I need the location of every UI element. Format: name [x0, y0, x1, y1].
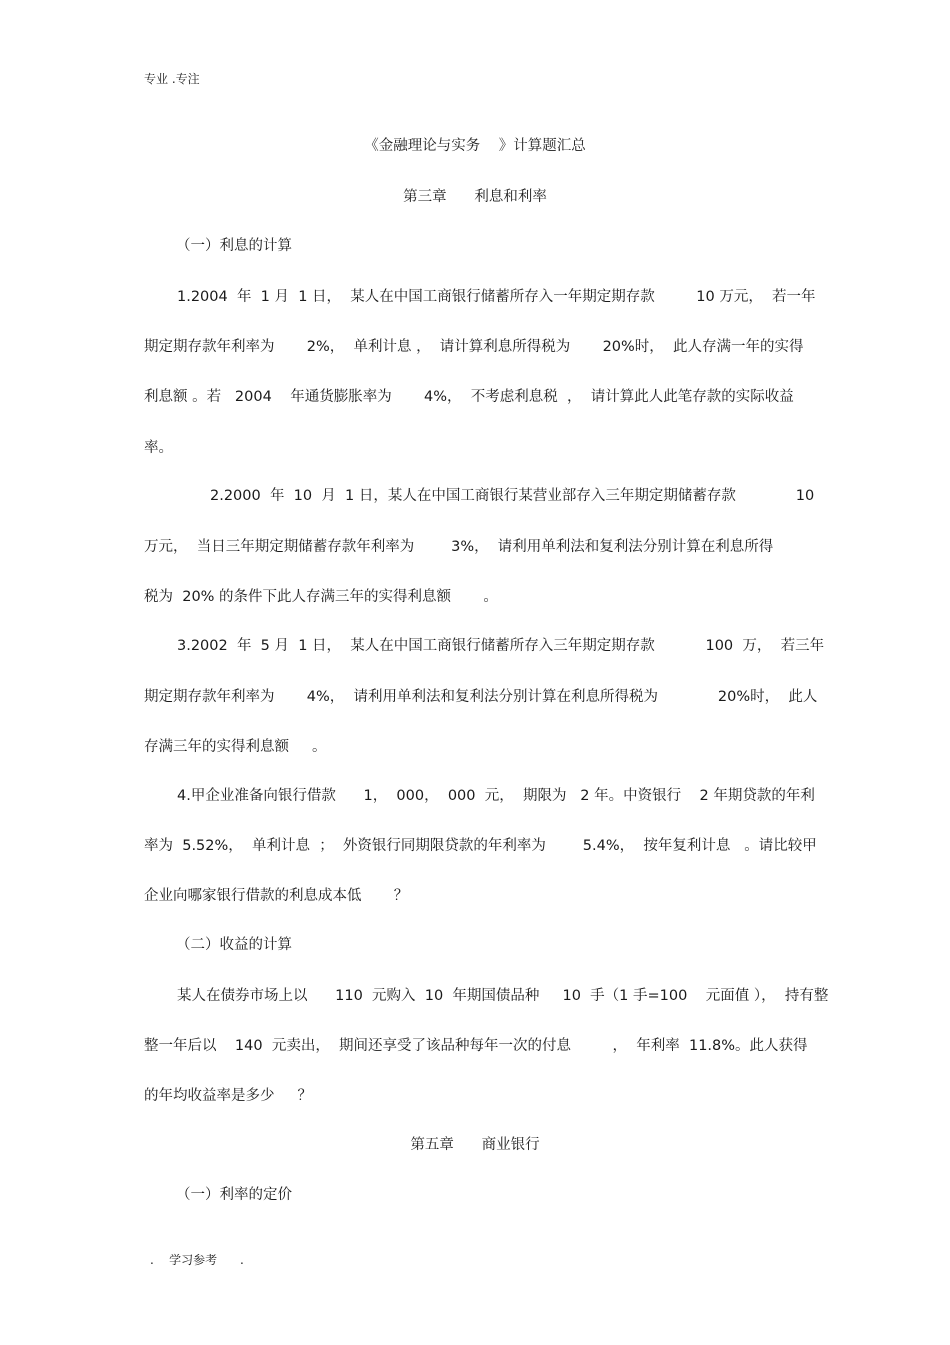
chapter3-heading: 第三章 利息和利率	[403, 189, 547, 205]
q4-line: 4.甲企业准备向银行借款 1， 000， 000 元， 期限为 2 年。中资银行 2 年期贷款的年利	[177, 788, 815, 804]
q2-line: 税为 20% 的条件下此人存满三年的实得利息额 。	[144, 589, 498, 605]
q3-line: 3.2002 年 5 月 1 日， 某人在中国工商银行储蓄所存入三年期定期存款 100 万， 若三年	[177, 638, 825, 654]
page-footer: . 学习参考 .	[150, 1253, 244, 1267]
q3-line: 期定期存款年利率为 4%， 请利用单利法和复利法分别计算在利息所得税为 20%时， 此人	[144, 689, 818, 705]
q3-line: 存满三年的实得利息额 。	[144, 739, 327, 755]
q2-line: 2.2000 年 10 月 1 日，某人在中国工商银行某营业部存入三年期定期储蓄存款 10	[210, 488, 815, 504]
document-title: 《金融理论与实务 》计算题汇总	[364, 138, 586, 154]
section-yield-calc: （二）收益的计算	[176, 937, 292, 953]
q2-line: 万元， 当日三年期定期储蓄存款年利率为 3%， 请利用单利法和复利法分别计算在利息所得	[144, 539, 774, 555]
q1-line: 率。	[144, 440, 173, 456]
chapter5-heading: 第五章 商业银行	[410, 1137, 540, 1153]
q5-line: 的年均收益率是多少 ？	[144, 1088, 313, 1104]
q5-line: 某人在债券市场上以 110 元购入 10 年期国债品种 10 手（1 手=100 元面值 ）， 持有整	[177, 988, 829, 1004]
section-rate-pricing: （一）利率的定价	[176, 1187, 292, 1203]
q5-line: 整一年后以 140 元卖出， 期间还享受了该品种每年一次的付息 ， 年利率 11.8%。此人获得	[144, 1038, 808, 1054]
section-interest-calc: （一）利息的计算	[176, 238, 292, 254]
q4-line: 率为 5.52%， 单利计息 ； 外资银行同期限贷款的年利率为 5.4%， 按年复利计息 。请比较甲	[144, 838, 817, 854]
q1-line: 1.2004 年 1 月 1 日， 某人在中国工商银行储蓄所存入一年期定期存款 10 万元， 若一年	[177, 289, 816, 305]
q1-line: 利息额 。若 2004 年通货膨胀率为 4%， 不考虑利息税 ， 请计算此人此笔存款的实际收益	[144, 389, 794, 405]
q1-line: 期定期存款年利率为 2%， 单利计息 ， 请计算利息所得税为 20%时， 此人存满一年的实得	[144, 339, 804, 355]
page-header: 专业 .专注	[144, 72, 200, 86]
q4-line: 企业向哪家银行借款的利息成本低 ？	[144, 888, 409, 904]
